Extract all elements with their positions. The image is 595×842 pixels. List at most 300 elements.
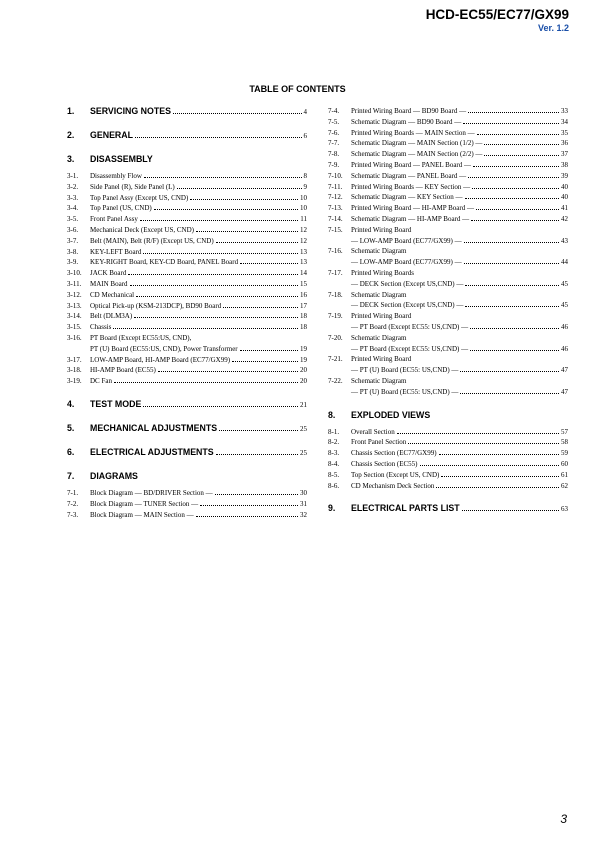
dot-leader	[196, 230, 298, 232]
entry-page: 20	[300, 366, 307, 375]
document-header	[426, 7, 569, 34]
toc-entry	[328, 344, 568, 355]
dot-leader	[436, 486, 559, 488]
toc-entry	[67, 214, 307, 225]
entry-title: MAIN Board	[90, 279, 128, 288]
entry-number: 8-2.	[328, 438, 340, 447]
entry-page: 20	[300, 377, 307, 386]
section-page: 25	[300, 424, 307, 433]
entry-page: 38	[561, 160, 568, 169]
section-number: 8.	[328, 409, 336, 420]
toc-section	[328, 503, 568, 515]
entry-title: — DECK Section (Except US,CND) —	[351, 279, 464, 288]
entry-title: Schematic Diagram — PANEL Board —	[351, 171, 467, 180]
dot-leader	[190, 198, 298, 200]
toc-entry	[67, 182, 307, 193]
entry-title: Top Panel (US, CND)	[90, 204, 152, 213]
dot-leader	[468, 111, 559, 113]
entry-number: 7-7.	[328, 139, 340, 148]
entry-page: 19	[300, 344, 307, 353]
entry-title: CD Mechanical	[90, 290, 135, 299]
entry-title: Printed Wiring Boards	[351, 268, 414, 277]
entry-page: 40	[561, 193, 568, 202]
toc-entry	[328, 279, 568, 290]
toc-entry	[328, 117, 568, 128]
toc-left-column	[67, 106, 307, 520]
entry-number: 7-11.	[328, 182, 343, 191]
section-title: TEST MODE	[90, 398, 142, 409]
dot-leader	[154, 208, 298, 210]
section-number: 3.	[67, 154, 75, 164]
entry-page: 30	[300, 488, 307, 497]
entry-number: 7-2.	[67, 499, 79, 508]
toc-entry	[328, 106, 568, 117]
dot-leader	[473, 165, 559, 167]
dot-leader	[196, 515, 298, 517]
section-title: ELECTRICAL ADJUSTMENTS	[90, 446, 214, 457]
entry-page: 13	[300, 247, 307, 256]
entry-page: 11	[300, 215, 307, 224]
entry-title: Top Panel Assy (Except US, CND)	[90, 193, 189, 202]
toc-entry	[67, 236, 307, 247]
toc-entry	[328, 376, 568, 387]
dot-leader	[462, 509, 559, 511]
entry-page: 19	[300, 355, 307, 364]
entry-page: 61	[561, 470, 568, 479]
entry-number: 3-7.	[67, 236, 79, 245]
toc-entry	[328, 437, 568, 448]
toc-entry	[67, 171, 307, 182]
dot-leader	[484, 154, 559, 156]
dot-leader	[471, 219, 559, 221]
dot-leader	[216, 453, 298, 455]
entry-number: 3-1.	[67, 172, 79, 180]
entry-title: KEY-LEFT Board	[90, 247, 142, 256]
entry-number: 3-18.	[67, 366, 82, 375]
entry-title: Schematic Diagram — KEY Section —	[351, 193, 463, 202]
dot-leader	[441, 475, 559, 477]
model-number: HCD-EC55/EC77/GX99	[425, 7, 569, 22]
dot-leader	[177, 187, 302, 189]
entry-page: 45	[561, 279, 568, 288]
section-title: ELECTRICAL PARTS LIST	[351, 503, 460, 514]
entry-page: 14	[300, 269, 307, 278]
entry-title: — PT Board (Except EC55: US,CND) —	[351, 344, 469, 353]
dot-leader	[464, 241, 559, 243]
entry-title: Schematic Diagram	[351, 290, 407, 299]
entry-page: 9	[303, 182, 307, 191]
dot-leader	[173, 112, 302, 114]
entry-page: 33	[561, 107, 568, 115]
entry-page: 42	[561, 214, 568, 223]
entry-title: Side Panel (R), Side Panel (L)	[90, 182, 175, 191]
dot-leader	[240, 349, 298, 351]
entry-number: 3-13.	[67, 301, 82, 310]
toc-entry	[67, 247, 307, 258]
entry-number: 3-12.	[67, 290, 82, 299]
toc-entry	[67, 203, 307, 214]
toc-entry	[328, 290, 568, 301]
section-page: 21	[300, 400, 307, 409]
toc-entry	[328, 470, 568, 481]
toc-entry	[67, 322, 307, 333]
toc-entry	[328, 236, 568, 247]
entry-page: 12	[300, 236, 307, 245]
section-gap	[67, 411, 307, 423]
entry-page: 43	[561, 236, 568, 245]
entry-title: JACK Board	[90, 269, 127, 278]
dot-leader	[114, 381, 298, 383]
dot-leader	[439, 453, 559, 455]
entry-title: — PT (U) Board (EC55: US,CND) —	[351, 387, 459, 396]
entry-number: 3-9.	[67, 258, 79, 267]
entry-page: 36	[561, 139, 568, 148]
section-title: DISASSEMBLY	[90, 154, 153, 164]
entry-title: — LOW-AMP Board (EC77/GX99) —	[351, 236, 462, 245]
entry-title: Printed Wiring Board — PANEL Board —	[351, 160, 472, 169]
section-gap	[328, 491, 568, 503]
entry-title: Belt (DLM3A)	[90, 312, 133, 321]
entry-title: Printed Wiring Boards — MAIN Section —	[351, 128, 475, 137]
toc-entry	[328, 149, 568, 160]
dot-leader	[240, 262, 298, 264]
entry-title: CD Mechanism Deck Section	[351, 481, 435, 490]
entry-title: Schematic Diagram — HI-AMP Board —	[351, 214, 470, 223]
section-title: EXPLODED VIEWS	[351, 409, 431, 420]
entry-title: PT Board (Except EC55:US, CND),	[90, 333, 192, 342]
toc-entry	[67, 257, 307, 268]
entry-page: 8	[303, 172, 307, 180]
entry-page: 46	[561, 322, 568, 331]
entry-title: Schematic Diagram	[351, 376, 407, 385]
toc-entry	[328, 322, 568, 333]
dot-leader	[130, 284, 298, 286]
entry-number: 8-6.	[328, 481, 340, 490]
toc-entry	[67, 279, 307, 290]
dot-leader	[476, 208, 559, 210]
toc-entry	[328, 268, 568, 279]
entry-number: 8-5.	[328, 470, 340, 479]
toc-entry	[67, 333, 307, 344]
dot-leader	[143, 405, 298, 407]
entry-number: 3-4.	[67, 204, 79, 213]
entry-number: 8-1.	[328, 427, 340, 436]
entry-title: Block Diagram — BD/DRIVER Section —	[90, 488, 213, 497]
dot-leader	[136, 295, 298, 297]
dot-leader	[219, 429, 298, 431]
entry-page: 45	[561, 301, 568, 310]
toc-entry	[328, 225, 568, 236]
entry-number: 3-5.	[67, 215, 79, 224]
dot-leader	[408, 442, 559, 444]
entry-title: Schematic Diagram — MAIN Section (2/2) —	[351, 150, 483, 159]
section-number: 5.	[67, 422, 75, 433]
section-page: 6	[303, 132, 307, 140]
section-page: 4	[303, 108, 307, 116]
entry-title: Schematic Diagram	[351, 333, 407, 342]
section-gap	[67, 387, 307, 399]
entry-page: 32	[300, 510, 307, 519]
dot-leader	[397, 432, 559, 434]
toc-entry	[328, 427, 568, 438]
toc-entry	[67, 225, 307, 236]
dot-leader	[140, 219, 298, 221]
entry-page: 18	[300, 312, 307, 321]
entry-page: 10	[300, 193, 307, 202]
toc-entry	[328, 257, 568, 268]
entry-title: — PT (U) Board (EC55: US,CND) —	[351, 366, 459, 375]
entry-number: 7-6.	[328, 128, 340, 137]
entry-title: Mechanical Deck (Except US, CND)	[90, 225, 194, 234]
entry-title: Schematic Diagram — MAIN Section (1/2) —	[351, 139, 483, 148]
entry-number: 7-8.	[328, 150, 340, 159]
entry-page: 44	[561, 258, 568, 267]
entry-number: 7-9.	[328, 160, 340, 169]
entry-number: 3-3.	[67, 193, 79, 202]
section-page: 25	[300, 448, 307, 457]
section-title: MECHANICAL ADJUSTMENTS	[90, 422, 218, 433]
toc-entry	[67, 311, 307, 322]
section-number: 6.	[67, 446, 75, 457]
page-number: 3	[560, 812, 567, 826]
toc-section-heading	[67, 471, 307, 483]
entry-number: 7-20.	[328, 333, 343, 342]
dot-leader	[465, 197, 559, 199]
toc-entry	[67, 499, 307, 510]
entry-number: 3-19.	[67, 377, 82, 386]
section-title: SERVICING NOTES	[90, 106, 171, 116]
entry-page: 57	[561, 427, 568, 436]
toc-entry	[328, 448, 568, 459]
dot-leader	[460, 392, 559, 394]
entry-page: 47	[561, 366, 568, 375]
entry-title: Printed Wiring Board	[351, 225, 412, 234]
entry-title: KEY-RIGHT Board, KEY-CD Board, PANEL Board	[90, 258, 239, 267]
toc-entry	[67, 365, 307, 376]
entry-number: 7-4.	[328, 107, 340, 115]
entry-page: 40	[561, 182, 568, 191]
entry-title: — LOW-AMP Board (EC77/GX99) —	[351, 258, 462, 267]
dot-leader	[470, 349, 559, 351]
entry-page: 16	[300, 290, 307, 299]
dot-leader	[128, 273, 298, 275]
entry-number: 7-15.	[328, 225, 343, 234]
toc-entry	[67, 193, 307, 204]
entry-page: 39	[561, 171, 568, 180]
toc-entry	[328, 171, 568, 182]
toc-section-heading	[67, 154, 307, 166]
toc-entry	[328, 128, 568, 139]
toc-section	[67, 106, 307, 118]
toc-section	[67, 399, 307, 411]
toc-right-column	[328, 106, 568, 515]
toc-entry	[328, 481, 568, 492]
entry-title: Printed Wiring Board — BD90 Board —	[351, 107, 467, 115]
toc-entry	[67, 344, 307, 355]
dot-leader	[135, 136, 301, 138]
entry-number: 3-8.	[67, 247, 79, 256]
dot-leader	[232, 360, 298, 362]
toc-entry	[67, 488, 307, 499]
section-gap	[67, 435, 307, 447]
entry-title: Chassis Section (EC55)	[351, 459, 418, 468]
dot-leader	[113, 327, 298, 329]
toc-section	[67, 130, 307, 142]
entry-number: 8-4.	[328, 459, 340, 468]
entry-title: Front Panel Section	[351, 438, 407, 447]
entry-title: — DECK Section (Except US,CND) —	[351, 301, 464, 310]
dot-leader	[215, 493, 298, 495]
toc-entry	[328, 182, 568, 193]
dot-leader	[464, 262, 559, 264]
entry-number: 3-17.	[67, 355, 82, 364]
entry-number: 3-14.	[67, 312, 82, 321]
entry-title: Printed Wiring Board	[351, 355, 412, 364]
dot-leader	[216, 241, 298, 243]
toc-entry	[67, 376, 307, 387]
entry-number: 8-3.	[328, 449, 340, 458]
entry-title: PT (U) Board (EC55:US, CND), Power Transformer	[90, 344, 238, 353]
entry-number: 7-22.	[328, 376, 343, 385]
entry-page: 62	[561, 481, 568, 490]
dot-leader	[470, 327, 559, 329]
toc-entry	[67, 355, 307, 366]
entry-title: Top Section (Except US, CND)	[351, 470, 440, 479]
entry-page: 37	[561, 150, 568, 159]
entry-number: 7-12.	[328, 193, 343, 202]
dot-leader	[472, 187, 559, 189]
toc-entry	[328, 160, 568, 171]
entry-page: 12	[300, 225, 307, 234]
entry-number: 7-16.	[328, 247, 343, 256]
dot-leader	[468, 176, 559, 178]
section-number: 1.	[67, 106, 75, 116]
entry-page: 17	[300, 301, 307, 310]
section-gap	[67, 118, 307, 130]
dot-leader	[144, 176, 302, 178]
dot-leader	[143, 252, 298, 254]
entry-title: HI-AMP Board (EC55)	[90, 366, 156, 375]
entry-number: 7-18.	[328, 290, 343, 299]
toc-section-heading	[328, 410, 568, 422]
entry-page: 34	[561, 117, 568, 126]
entry-title: — PT Board (Except EC55: US,CND) —	[351, 322, 469, 331]
section-number: 9.	[328, 503, 336, 514]
dot-leader	[465, 305, 559, 307]
toc-entry	[328, 354, 568, 365]
entry-title: Overall Section	[351, 427, 395, 436]
toc-entry	[328, 459, 568, 470]
entry-number: 7-13.	[328, 204, 343, 213]
entry-page: 13	[300, 258, 307, 267]
entry-title: Optical Pick-up (KSM-213DCP), BD90 Board	[90, 301, 222, 310]
entry-title: Printed Wiring Boards — KEY Section —	[351, 182, 471, 191]
entry-number: 3-6.	[67, 225, 79, 234]
toc-entry	[328, 203, 568, 214]
section-number: 4.	[67, 398, 75, 409]
toc-entry	[328, 387, 568, 398]
dot-leader	[134, 316, 298, 318]
entry-page: 58	[561, 438, 568, 447]
toc-entry	[328, 246, 568, 257]
toc-entry	[328, 138, 568, 149]
entry-title: Disassembly Flow	[90, 172, 142, 180]
toc-entry	[67, 510, 307, 521]
entry-title: DC Fan	[90, 377, 112, 386]
entry-number: 7-3.	[67, 510, 79, 519]
toc-entry	[67, 268, 307, 279]
entry-number: 7-14.	[328, 214, 343, 223]
toc-section	[67, 423, 307, 435]
toc-entry	[328, 192, 568, 203]
entry-page: 41	[561, 204, 568, 213]
entry-title: Schematic Diagram — BD90 Board —	[351, 117, 462, 126]
section-page: 63	[561, 505, 568, 514]
toc-entry	[328, 365, 568, 376]
dot-leader	[460, 370, 559, 372]
dot-leader	[223, 306, 298, 308]
section-title: GENERAL	[90, 130, 134, 140]
section-gap	[67, 142, 307, 154]
entry-page: 18	[300, 323, 307, 332]
dot-leader	[477, 133, 559, 135]
dot-leader	[420, 464, 560, 466]
entry-page: 47	[561, 387, 568, 396]
section-number: 7.	[67, 470, 75, 481]
section-title: DIAGRAMS	[90, 470, 138, 481]
dot-leader	[463, 122, 559, 124]
version-label: Ver. 1.2	[537, 23, 569, 33]
entry-title: LOW-AMP Board, HI-AMP Board (EC77/GX99)	[90, 355, 231, 364]
entry-number: 7-19.	[328, 312, 343, 321]
section-number: 2.	[67, 130, 75, 140]
toc-entry	[328, 333, 568, 344]
section-gap	[328, 398, 568, 410]
toc-entry	[67, 301, 307, 312]
entry-number: 3-10.	[67, 269, 82, 278]
entry-number: 7-5.	[328, 117, 340, 126]
entry-title: Belt (MAIN), Belt (R/F) (Except US, CND)	[90, 236, 214, 245]
entry-page: 31	[300, 499, 307, 508]
entry-title: Block Diagram — MAIN Section —	[90, 510, 194, 519]
entry-page: 35	[561, 128, 568, 137]
entry-number: 7-21.	[328, 355, 343, 364]
toc-entry	[328, 311, 568, 322]
entry-number: 7-10.	[328, 171, 343, 180]
dot-leader	[158, 370, 298, 372]
entry-page: 59	[561, 449, 568, 458]
toc-section	[67, 447, 307, 459]
entry-title: Chassis Section (EC77/GX99)	[351, 449, 437, 458]
entry-page: 60	[561, 459, 568, 468]
dot-leader	[484, 143, 559, 145]
toc-entry	[67, 290, 307, 301]
dot-leader	[465, 284, 559, 286]
entry-title: Schematic Diagram	[351, 247, 407, 256]
entry-title: Front Panel Assy	[90, 215, 138, 224]
entry-title: Block Diagram — TUNER Section —	[90, 499, 199, 508]
entry-title: Printed Wiring Board	[351, 312, 412, 321]
entry-title: Chassis	[90, 323, 112, 332]
toc-title: TABLE OF CONTENTS	[249, 84, 346, 94]
toc-entry	[328, 214, 568, 225]
entry-number: 7-1.	[67, 488, 79, 497]
entry-number: 3-2.	[67, 182, 79, 191]
entry-page: 10	[300, 204, 307, 213]
entry-number: 3-15.	[67, 323, 82, 332]
entry-number: 3-11.	[67, 279, 82, 288]
toc-entry	[328, 300, 568, 311]
